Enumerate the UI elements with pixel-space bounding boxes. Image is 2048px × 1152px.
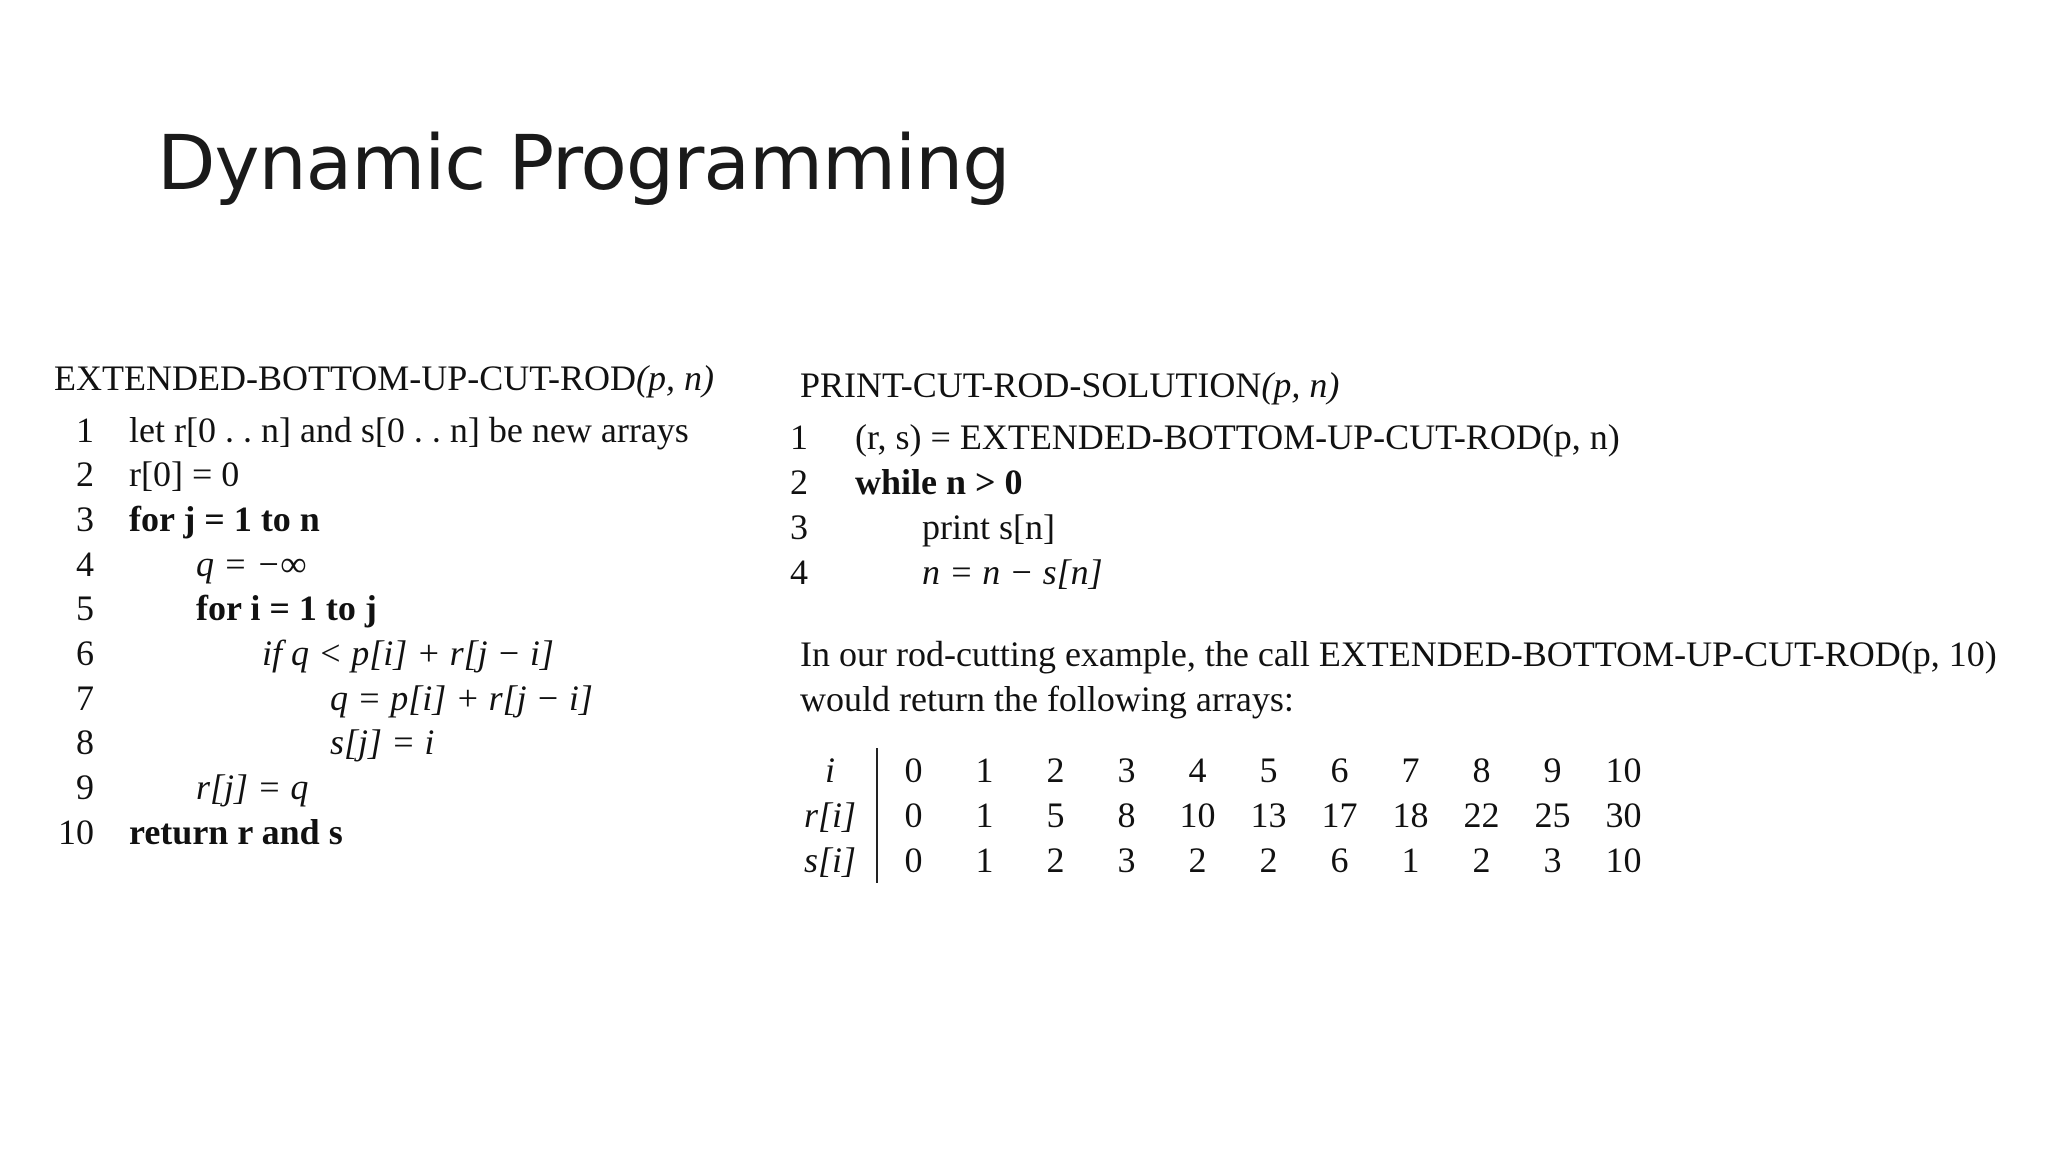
algorithm-args: (p, n) xyxy=(635,358,714,398)
algorithm-args: (p, n) xyxy=(1261,365,1340,405)
table-cell: 3 xyxy=(1543,840,1562,880)
code-text: r[j] = q xyxy=(196,767,309,807)
table-cell: 5 xyxy=(1259,750,1278,790)
table-cell: 1 xyxy=(975,840,994,880)
table-cell: 5 xyxy=(1046,795,1065,835)
code-text: r[0] = 0 xyxy=(129,454,240,494)
line-number: 2 xyxy=(76,454,94,494)
code-text: return r and s xyxy=(129,812,343,852)
slide-title: Dynamic Programming xyxy=(157,118,1010,207)
table-cell: 1 xyxy=(975,750,994,790)
algorithm-title xyxy=(54,356,754,401)
table-cell: 2 xyxy=(1046,840,1065,880)
table-cell: 0 xyxy=(904,795,923,835)
table-cell: 22 xyxy=(1463,795,1500,835)
table-cell: 8 xyxy=(1117,795,1136,835)
table-cell: 3 xyxy=(1117,840,1136,880)
table-cell: 2 xyxy=(1188,840,1207,880)
table-cell: 10 xyxy=(1605,840,1642,880)
row-label: s[i] xyxy=(790,838,877,883)
code-text: for i = 1 to j xyxy=(196,588,377,628)
table-cell: 6 xyxy=(1330,750,1349,790)
table-row xyxy=(790,793,1659,838)
code-text: s[j] = i xyxy=(330,722,435,762)
line-number: 9 xyxy=(76,767,94,807)
line-number: 5 xyxy=(76,588,94,628)
code-text: (r, s) = EXTENDED-BOTTOM-UP-CUT-ROD(p, n) xyxy=(855,417,1620,457)
code-text: n = n − s[n] xyxy=(922,552,1103,592)
line-number: 10 xyxy=(58,812,94,852)
paragraph-line-1: In our rod-cutting example, the call EXTENDED-BOTTOM-UP-CUT-ROD(p, 10) xyxy=(800,634,1997,674)
extended-bottom-up-cut-rod-algorithm xyxy=(54,356,754,856)
table-cell: 6 xyxy=(1330,840,1349,880)
table-cell: 1 xyxy=(975,795,994,835)
table-cell: 10 xyxy=(1179,795,1216,835)
table-row xyxy=(790,838,1659,883)
table-cell: 30 xyxy=(1605,795,1642,835)
table-cell: 7 xyxy=(1401,750,1420,790)
table-cell: 1 xyxy=(1401,840,1420,880)
table-cell: 18 xyxy=(1392,795,1429,835)
table-cell: 17 xyxy=(1321,795,1358,835)
row-label: i xyxy=(790,748,877,793)
line-number: 4 xyxy=(76,544,94,584)
arrays-table xyxy=(790,748,1659,883)
code-text: q = −∞ xyxy=(196,544,307,584)
line-number: 4 xyxy=(790,552,808,592)
line-number: 3 xyxy=(76,499,94,539)
table-cell: 3 xyxy=(1117,750,1136,790)
table-cell: 2 xyxy=(1259,840,1278,880)
table-cell: 4 xyxy=(1188,750,1207,790)
algorithm-name: EXTENDED-BOTTOM-UP-CUT-ROD xyxy=(54,358,636,398)
table-cell: 0 xyxy=(904,750,923,790)
table-cell: 9 xyxy=(1543,750,1562,790)
line-number: 1 xyxy=(76,410,94,450)
line-number: 1 xyxy=(790,417,808,457)
table-cell: 0 xyxy=(904,840,923,880)
code-text: let r[0 . . n] and s[0 . . n] be new arrays xyxy=(129,410,689,450)
paragraph-line-2: would return the following arrays: xyxy=(800,679,1294,719)
line-number: 6 xyxy=(76,633,94,673)
line-number: 2 xyxy=(790,462,808,502)
table-cell: 2 xyxy=(1472,840,1491,880)
line-number: 7 xyxy=(76,678,94,718)
row-label: r[i] xyxy=(790,793,877,838)
code-text: if q < p[i] + r[j − i] xyxy=(262,633,554,673)
code-text: while n > 0 xyxy=(855,462,1023,502)
table-cell: 13 xyxy=(1250,795,1287,835)
algorithm-name: PRINT-CUT-ROD-SOLUTION xyxy=(800,365,1262,405)
explanation-paragraph xyxy=(800,632,1997,722)
table-row xyxy=(790,748,1659,793)
print-cut-rod-solution-algorithm xyxy=(790,363,1700,603)
table-cell: 2 xyxy=(1046,750,1065,790)
table-cell: 8 xyxy=(1472,750,1491,790)
table-cell: 25 xyxy=(1534,795,1571,835)
line-number: 3 xyxy=(790,507,808,547)
table-cell: 10 xyxy=(1605,750,1642,790)
code-text: print s[n] xyxy=(922,507,1055,547)
code-text: q = p[i] + r[j − i] xyxy=(330,678,593,718)
code-text: for j = 1 to n xyxy=(129,499,320,539)
line-number: 8 xyxy=(76,722,94,762)
algorithm-title xyxy=(800,363,1700,408)
